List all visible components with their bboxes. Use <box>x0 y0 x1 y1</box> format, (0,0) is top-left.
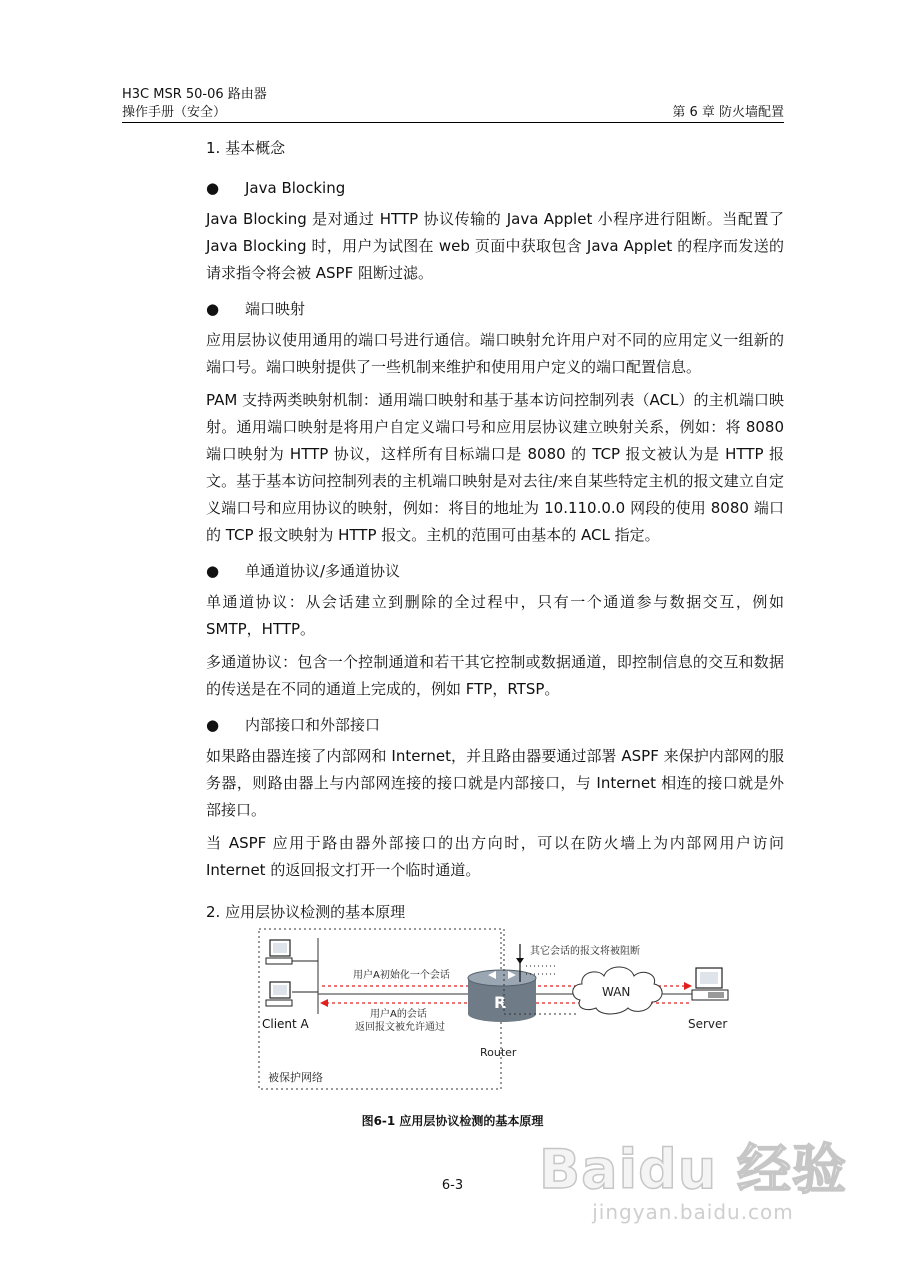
para-java-blocking: Java Blocking 是对通过 HTTP 协议传输的 Java Applet 小程序进行阻断。当配置了 Java Blocking 时，用户为试图在 web 页面中获取包含 Java Applet 的程序而发送的请求指令将会被 ASPF 阻断过滤。 <box>206 210 784 282</box>
return-session-label-1: 用户A的会话 <box>370 1009 427 1020</box>
pc-icon <box>266 940 318 964</box>
init-session-label: 用户A初始化一个会话 <box>353 970 450 981</box>
para-aspf-outbound: 当 ASPF 应用于路由器外部接口的出方向时，可以在防火墙上为内部网用户访问 Internet 的返回报文打开一个临时通道。 <box>206 834 784 879</box>
bullet-interfaces: ● 内部接口和外部接口 <box>206 713 784 737</box>
wan-label: WAN <box>602 985 631 999</box>
return-session-label-2: 返回报文被允许通过 <box>355 1022 445 1033</box>
router-badge: R <box>494 993 507 1012</box>
para-single-channel: 单通道协议：从会话建立到删除的全过程中，只有一个通道参与数据交互，例如 SMTP，HTTP。 <box>206 593 784 638</box>
header-chapter: 第 6 章 防火墙配置 <box>672 105 784 120</box>
page-number: 6-3 <box>441 1178 464 1193</box>
server-label: Server <box>688 1017 728 1031</box>
page-body <box>206 136 784 924</box>
bullet-dot-icon: ● <box>206 716 220 734</box>
bullet-dot-icon: ● <box>206 562 220 580</box>
para-interfaces: 如果路由器连接了内部网和 Internet，并且路由器要通过部署 ASPF 来保护内部网的服务器，则路由器上与内部网连接的接口就是内部接口，与 Internet 相连的接口就是外部接口。 <box>206 747 784 819</box>
aspf-diagram <box>258 926 798 1096</box>
server-icon <box>692 968 728 1000</box>
client-a-pc-icon <box>266 982 318 1006</box>
watermark-logo: Baidu 经验 <box>538 1138 847 1201</box>
router-label: Router <box>480 1046 517 1059</box>
header-product: H3C MSR 50-06 路由器 <box>122 87 267 102</box>
blocked-indicator-arrowhead <box>516 958 524 964</box>
return-session-arrowhead <box>320 999 328 1007</box>
baidu-jingyan-watermark <box>539 1140 847 1224</box>
page-header <box>122 86 784 122</box>
section-2-heading: 2. 应用层协议检测的基本原理 <box>206 903 406 921</box>
figure-caption: 图6-1 应用层协议检测的基本原理 <box>361 1114 544 1128</box>
header-manual: 操作手册（安全） <box>122 105 227 120</box>
bullet-channel-protocol: ● 单通道协议/多通道协议 <box>206 559 784 583</box>
bullet-port-mapping: ● 端口映射 <box>206 297 784 321</box>
init-session-arrowhead <box>684 982 692 990</box>
bullet-dot-icon: ● <box>206 179 220 197</box>
para-pam: PAM 支持两类映射机制：通用端口映射和基于基本访问控制列表（ACL）的主机端口映射。通用端口映射是将用户自定义端口号和应用层协议建立映射关系，例如：将 8080 端口映射为 HTTP 协议，这样所有目标端口是 8080 的 TCP 报文被认为是 HTTP 报文。基于基本访问控制列表的主机端口映射是对去往/来自某些特定主机的报文建立自定义端口号和应用协议的映射，例如：将目的地址为 10.110.0.0 网段的使用 8080 端口的 TCP 报文映射为 HTTP 报文。主机的范围可由基本的 ACL 指定。 <box>206 391 784 544</box>
para-port-mapping: 应用层协议使用通用的端口号进行通信。端口映射允许用户对不同的应用定义一组新的端口号。端口映射提供了一些机制来维护和使用用户定义的端口配置信息。 <box>206 331 784 376</box>
header-rule <box>122 122 784 123</box>
bullet-dot-icon: ● <box>206 300 220 318</box>
client-label: Client A <box>262 1017 309 1031</box>
bullet-java-blocking: ● Java Blocking <box>206 176 784 200</box>
protected-network-label: 被保护网络 <box>268 1071 323 1084</box>
blocked-label: 其它会话的报文将被阻断 <box>530 946 640 957</box>
section-1-heading: 1. 基本概念 <box>206 139 286 157</box>
para-multi-channel: 多通道协议：包含一个控制通道和若干其它控制或数据通道，即控制信息的交互和数据的传送是在不同的通道上完成的，例如 FTP，RTSP。 <box>206 653 784 698</box>
watermark-url: jingyan.baidu.com <box>592 1200 794 1224</box>
